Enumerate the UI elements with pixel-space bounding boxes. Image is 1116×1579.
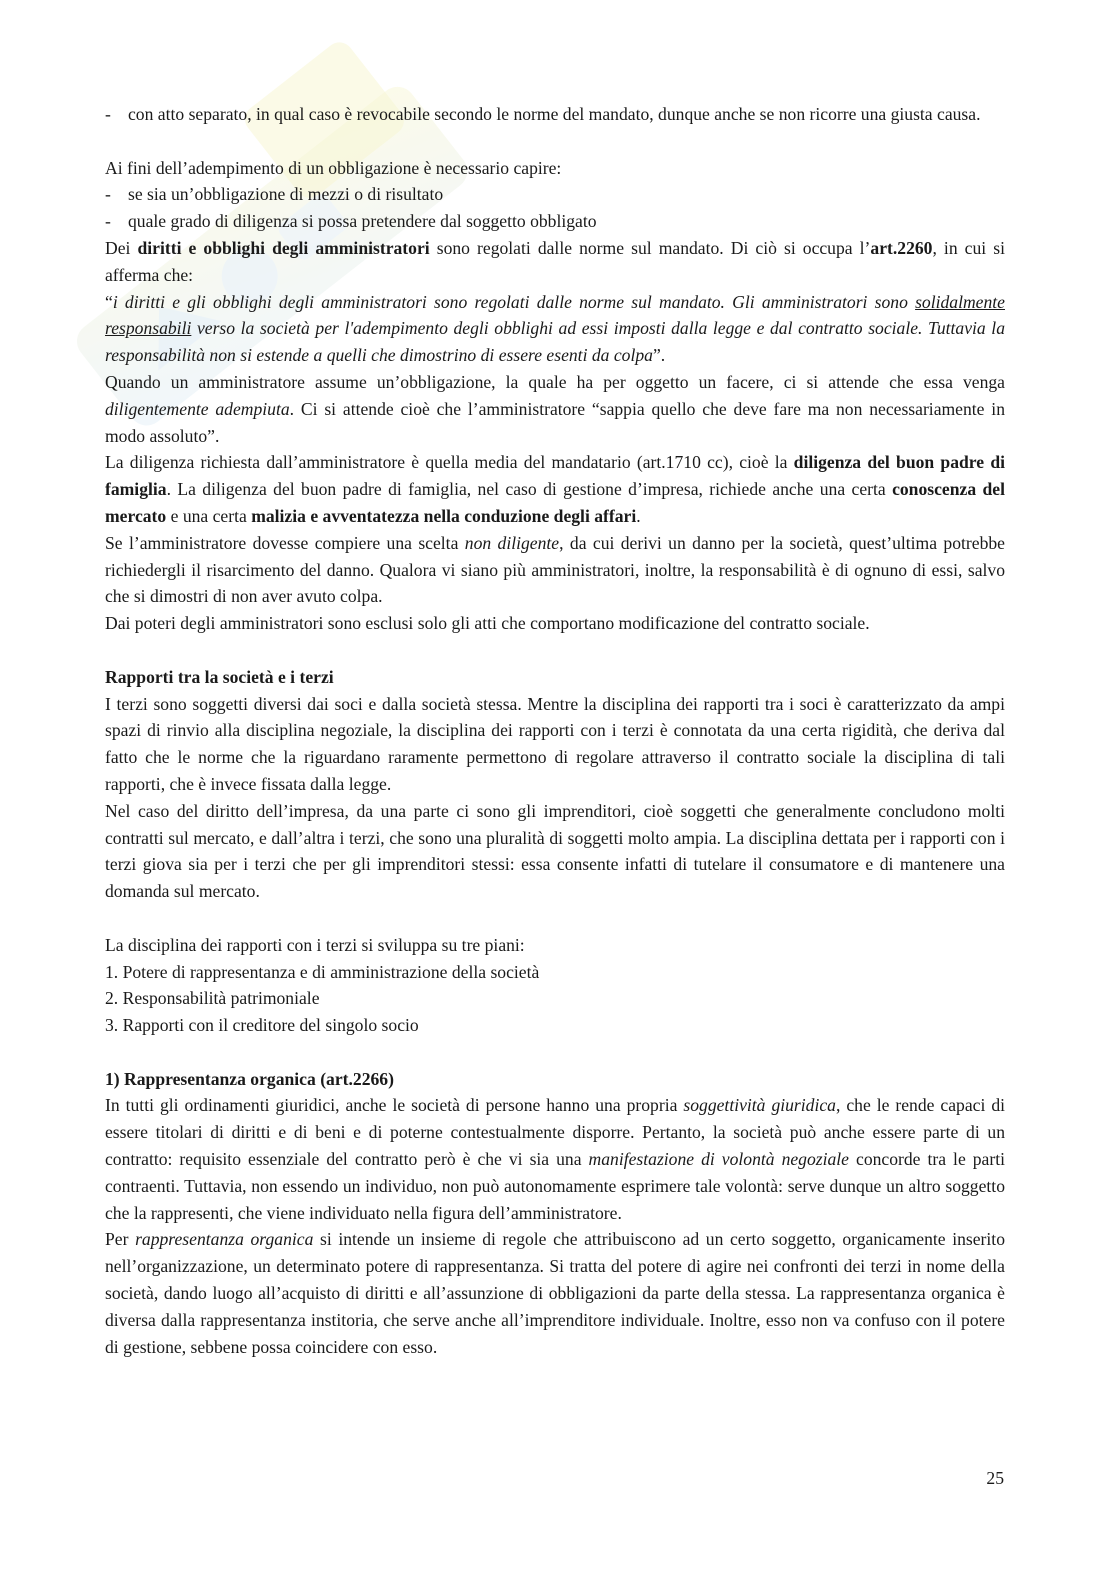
paragraph-adempimento: Ai fini dell’adempimento di un obbligazione è necessario capire: <box>105 157 562 178</box>
list-item: - con atto separato, in qual caso è revocabile secondo le norme del mandato, dunque anche se non ricorre una giusta causa. <box>105 101 1005 128</box>
list-item: - quale grado di diligenza si possa pretendere dal soggetto obbligato <box>105 208 1005 235</box>
list-item: 3. Rapporti con il creditore del singolo socio <box>105 1015 419 1036</box>
paragraph-terzi-1: I terzi sono soggetti diversi dai soci e dalla società stessa. Mentre la disciplina dei rapporti tra i soci è caratterizzato da ampi spazi di rinvio alla disciplina negoziale, la disciplina dei rapporti con i terzi è connotata da una certa rigidità, che deriva dal fatto che le norme che la riguardano raramente permettono di regolare attraverso il contratto sociale la disciplina di tali rapporti, che è invece fissata dalla legge. <box>105 693 1005 794</box>
bullet-dash: - <box>105 211 111 232</box>
list-item: - se sia un’obbligazione di mezzi o di risultato <box>105 181 1005 208</box>
section-heading-terzi: Rapporti tra la società e i terzi <box>105 666 334 687</box>
paragraph-rappresentanza-2: Per rappresentanza organica si intende un insieme di regole che attribuiscono ad un certo soggetto, organicamente inserito nell’organizzazione, un determinato potere di rappresentanza. Si tratta del potere di agire nei confronti dei terzi in nome della società, dando luogo all’acquisto di diritti e all’assunzione di obbligazioni da parte della stessa. La rappresentanza organica è diversa dalla rappresentanza institoria, che serve anche all’imprenditore individuale. Inoltre, esso non va confuso con il potere di gestione, sebbene possa coincidere con esso. <box>105 1229 1005 1357</box>
paragraph-rappresentanza-1: In tutti gli ordinamenti giuridici, anche le società di persone hanno una propria soggettività giuridica, che le rende capaci di essere titolari di diritti e di beni e di poterne contestualmente disporre. Pertanto, la società può anche essere parte di un contratto: requisito essenziale del contratto però è che vi sia una manifestazione di volontà negoziale concorde tra le parti contraenti. Tuttavia, non essendo un individuo, non può autonomamente esprimere tale volontà: serve dunque un altro soggetto che la rappresenti, che viene individuato nella figura dell’amministratore. <box>105 1095 1006 1223</box>
list-item: 1. Potere di rappresentanza e di amministrazione della società <box>105 961 540 982</box>
quote-art-2260: “i diritti e gli obblighi degli amministratori sono regolati dalle norme sul mandato. Gli amministratori sono solidalmente responsabili verso la società per l'adempimento degli obblighi ad essi imposti dalla legge e dal contratto sociale. Tuttavia la responsabilità non si estende a quelli che dimostrino di essere esenti da colpa”. <box>105 291 1005 366</box>
paragraph-terzi-2: Nel caso del diritto dell’impresa, da una parte ci sono gli imprenditori, cioè soggetti che generalmente concludono molti contratti sul mercato, e dall’altra i terzi, che sono una pluralità di soggetti molto ampia. La disciplina dettata per i rapporti con i terzi giova sia per i terzi che per gli imprenditori stessi: essa consente infatti di tutelare il consumatore e di mantenere una domanda sul mercato. <box>105 800 1005 902</box>
paragraph-obbligazione: Quando un amministratore assume un’obbligazione, la quale ha per oggetto un facere, ci si attende che essa venga diligentemente adempiuta. Ci si attende cioè che l’amministratore “sappia quello che deve fare ma non necessariamente in modo assoluto”. <box>105 371 1005 446</box>
paragraph-poteri: Dai poteri degli amministratori sono esclusi solo gli atti che comportano modificazione del contratto sociale. <box>105 613 870 634</box>
paragraph-diritti: Dei diritti e obblighi degli amministratori sono regolati dalle norme sul mandato. Di ciò si occupa l’art.2260, in cui si afferma che: <box>105 237 1005 285</box>
bullet-dash: - <box>105 104 111 124</box>
page-number: 25 <box>986 1468 1004 1488</box>
paragraph-piani: La disciplina dei rapporti con i terzi si sviluppa su tre piani: <box>105 934 525 955</box>
paragraph-scelta: Se l’amministratore dovesse compiere una scelta non diligente, da cui derivi un danno per la società, quest’ultima potrebbe richiedergli il risarcimento del danno. Qualora vi siano più amministratori, inoltre, la responsabilità è di ognuno di essi, salvo che si dimostri di non aver avuto colpa. <box>105 532 1005 607</box>
document-body <box>105 101 1005 1360</box>
section-heading-rappresentanza: 1) Rappresentanza organica (art.2266) <box>105 1068 394 1089</box>
paragraph-diligenza: La diligenza richiesta dall’amministratore è quella media del mandatario (art.1710 cc), cioè la diligenza del buon padre di famiglia. La diligenza del buon padre di famiglia, nel caso di gestione d’impresa, richiede anche una certa conoscenza del mercato e una certa malizia e avventatezza nella conduzione degli affari. <box>105 452 1005 526</box>
bullet-dash: - <box>105 184 111 205</box>
list-item: 2. Responsabilità patrimoniale <box>105 988 320 1009</box>
